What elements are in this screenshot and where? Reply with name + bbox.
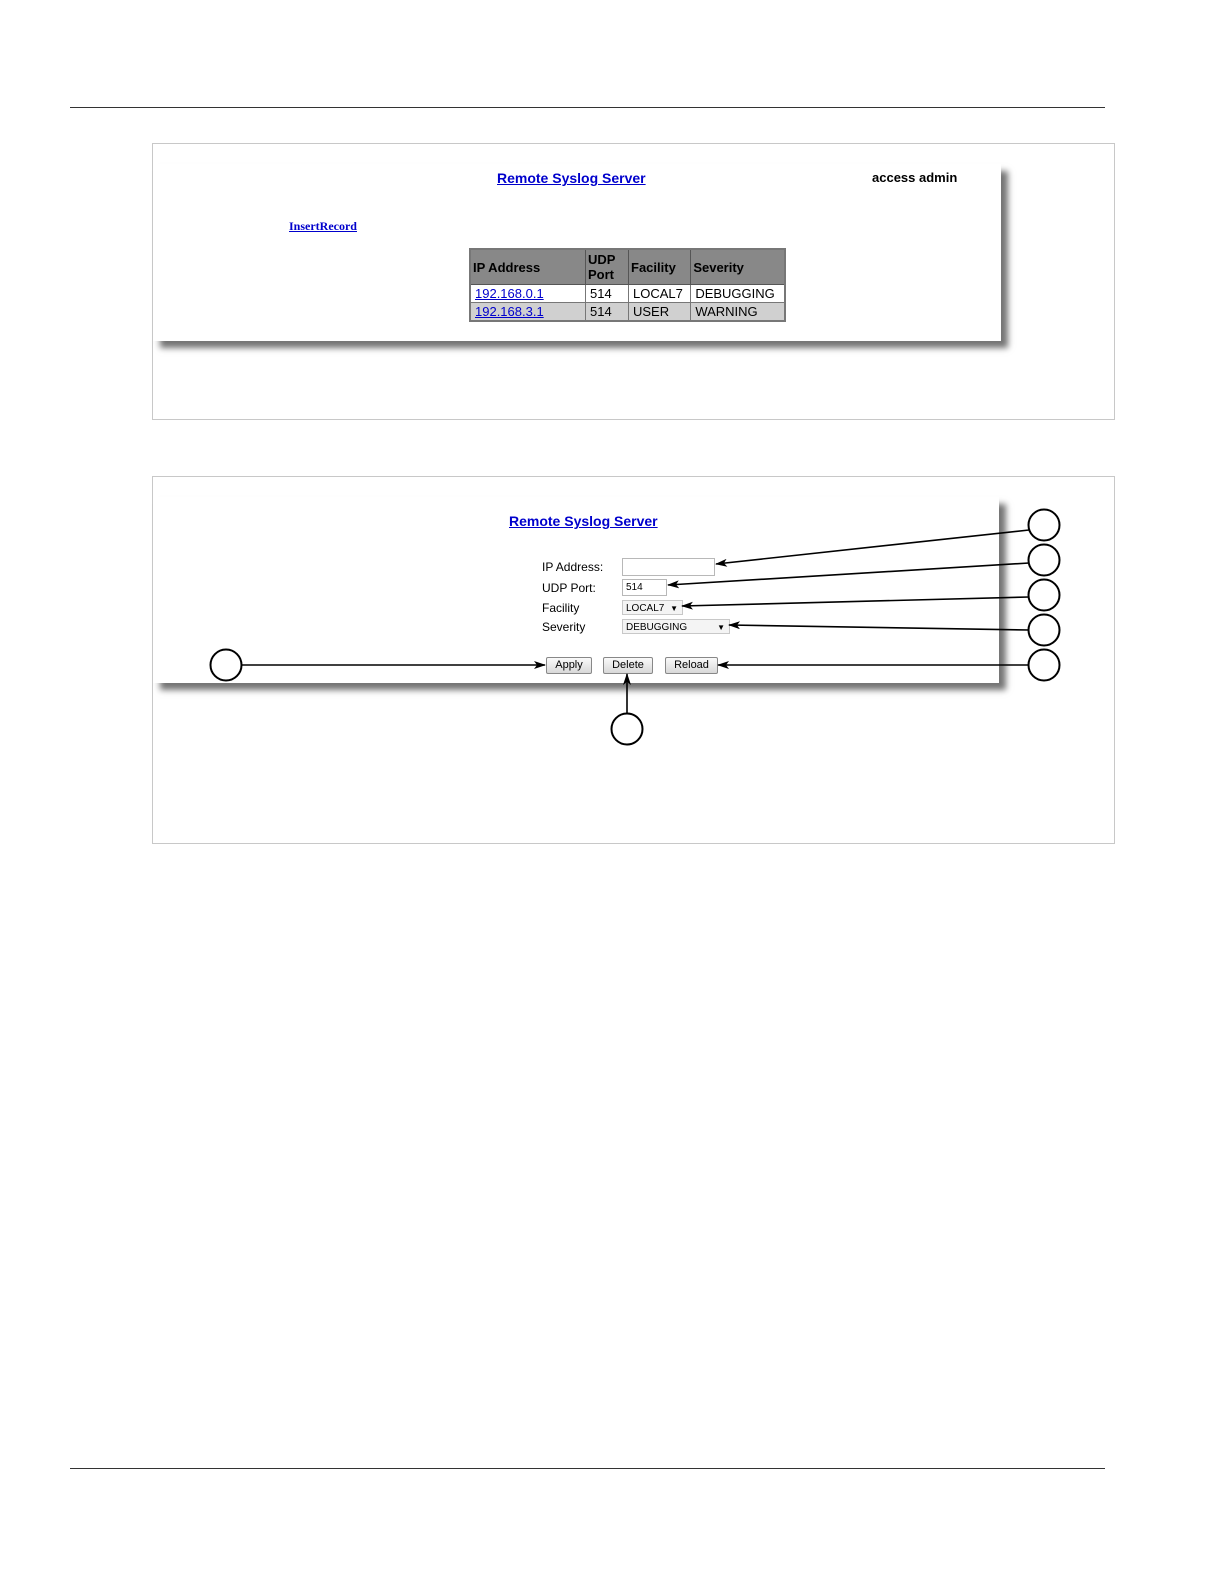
severity-label: Severity [542, 620, 586, 634]
ip-link[interactable]: 192.168.0.1 [475, 286, 544, 301]
callout-circle-delete [612, 714, 643, 745]
callout-circle-udp-port [1029, 545, 1060, 576]
ip-address-label: IP Address: [542, 560, 604, 574]
col-ip-address: IP Address [470, 249, 586, 285]
form-page-title[interactable]: Remote Syslog Server [509, 513, 658, 529]
col-udp-port: UDP Port [586, 249, 629, 285]
severity-selected-value: DEBUGGING [626, 622, 688, 633]
udp-port-label: UDP Port: [542, 581, 596, 595]
chevron-down-icon: ▼ [670, 604, 678, 613]
callout-arrow-facility [682, 597, 1029, 606]
chevron-down-icon: ▼ [717, 623, 725, 632]
col-facility: Facility [629, 249, 691, 285]
callout-circle-ip-address [1029, 510, 1060, 541]
reload-button[interactable]: Reload [665, 657, 718, 674]
cell-severity: WARNING [691, 303, 785, 322]
cell-facility: USER [629, 303, 691, 322]
page-title[interactable]: Remote Syslog Server [497, 170, 646, 186]
callout-circle-reload [1029, 650, 1060, 681]
facility-selected-value: LOCAL7 [626, 603, 665, 614]
callout-arrow-udp-port [668, 563, 1029, 585]
col-severity: Severity [691, 249, 785, 285]
access-level: access admin [872, 170, 958, 185]
callout-circle-facility [1029, 580, 1060, 611]
cell-port: 514 [586, 285, 629, 303]
callout-arrow-ip-address [716, 530, 1029, 564]
delete-button[interactable]: Delete [603, 657, 653, 674]
cell-port: 514 [586, 303, 629, 322]
insert-record-link[interactable]: InsertRecord [289, 219, 357, 233]
cell-facility: LOCAL7 [629, 285, 691, 303]
callout-arrow-severity [729, 625, 1029, 630]
callout-circle-apply [211, 650, 242, 681]
facility-label: Facility [542, 601, 580, 615]
apply-button[interactable]: Apply [546, 657, 592, 674]
ip-link[interactable]: 192.168.3.1 [475, 304, 544, 319]
callout-circle-severity [1029, 615, 1060, 646]
cell-severity: DEBUGGING [691, 285, 785, 303]
